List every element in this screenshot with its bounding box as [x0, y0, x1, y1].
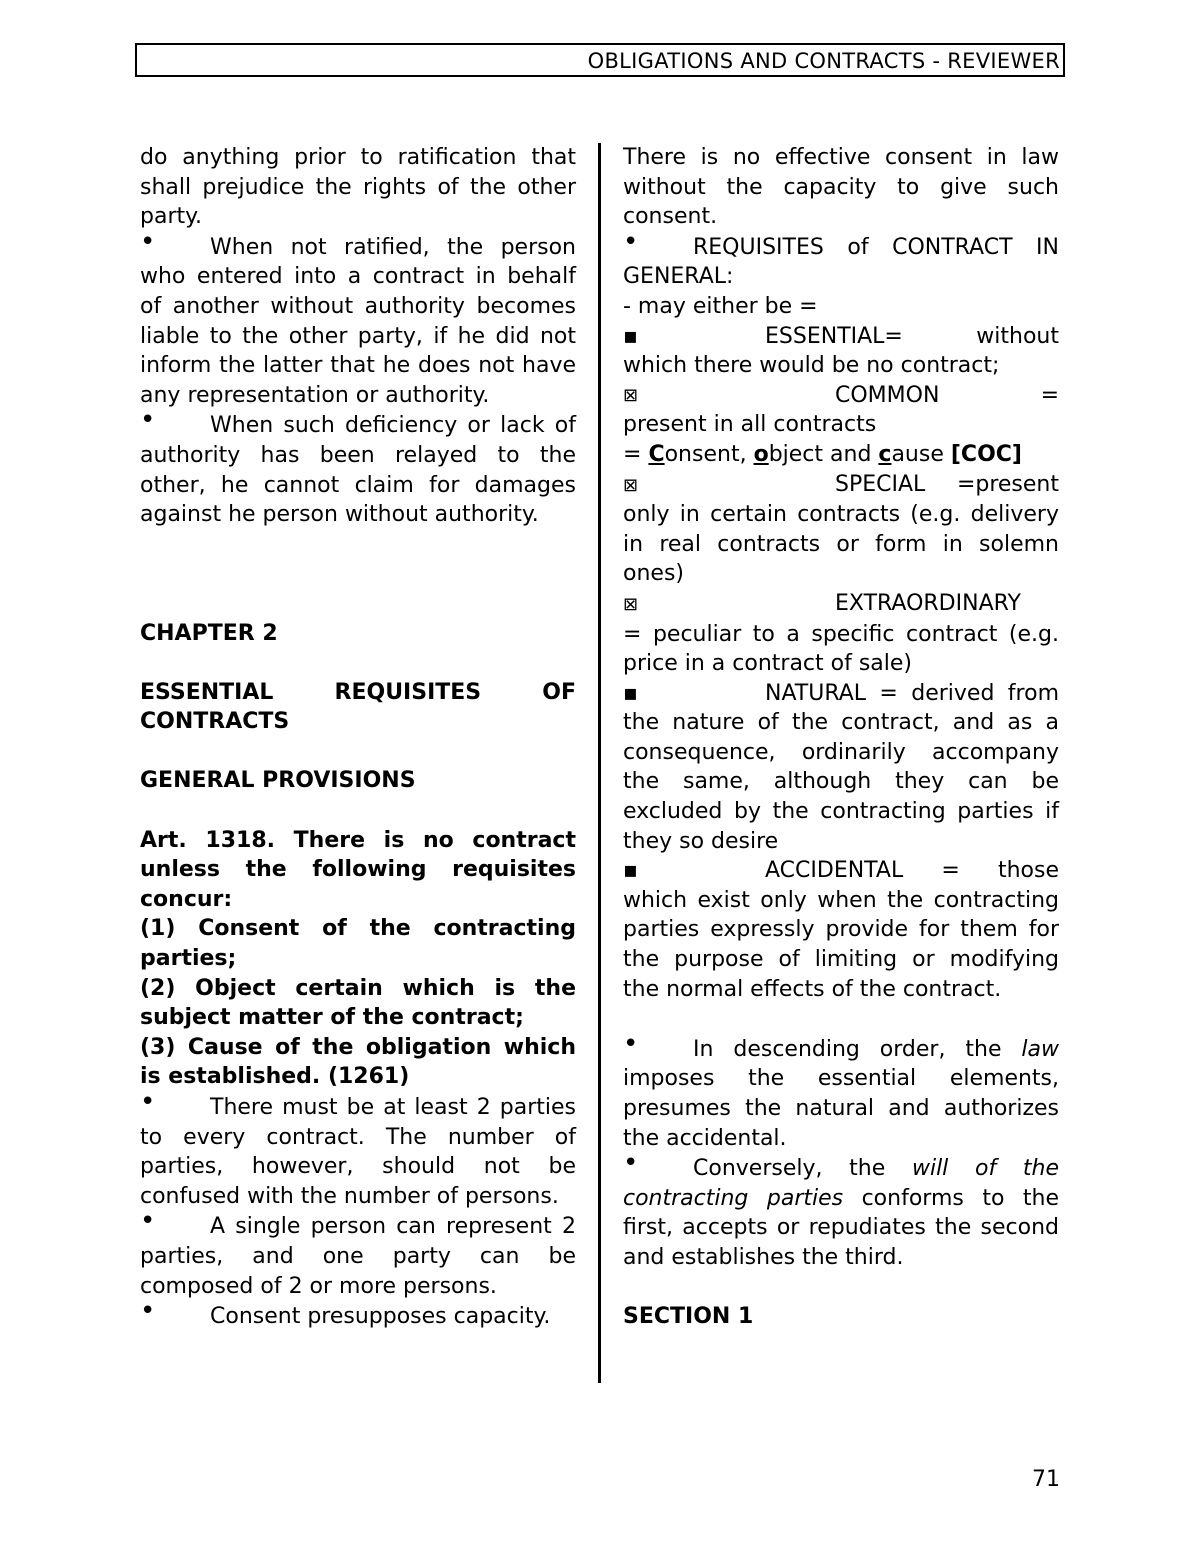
- left-intro: do anything prior to ratification that shall prejudice the rights of the other party.: [140, 145, 576, 230]
- square-bullet-icon: [623, 322, 765, 352]
- bullet-consent: •Consent presupposes capacity.: [140, 1301, 576, 1332]
- item-extraordinary: ⊠ EXTRAORDINARY: [623, 589, 1059, 620]
- requisite-2: (2) Object certain which is the subject matter of the contract;: [140, 975, 576, 1031]
- general-provisions-heading: GENERAL PROVISIONS: [140, 768, 416, 794]
- bullet-icon: [140, 1301, 210, 1332]
- may-either-be: - may either be =: [623, 293, 818, 319]
- checkbox-cross-icon: ⊠: [623, 474, 639, 496]
- requisite-3: (3) Cause of the obligation which is established. (1261): [140, 1034, 576, 1090]
- page-number: 71: [1032, 1467, 1060, 1492]
- bullet-icon: [140, 1092, 210, 1123]
- item-natural: ▪NATURAL = derived from the nature of the contract, and as a consequence, ordinarily accompany the same, although they can be excluded by the contracting parties if they so desire: [623, 679, 1059, 857]
- right-intro: There is no effective consent in law without the capacity to give such consent.: [623, 145, 1059, 230]
- item-common: ⊠ COMMON =: [623, 381, 1059, 411]
- bullet-requisites: •REQUISITES of CONTRACT IN GENERAL:: [623, 232, 1059, 292]
- column-divider: [598, 143, 601, 1383]
- item-special: ⊠ SPECIAL =present only in certain contracts (e.g. delivery in real contracts or form in solemn ones): [623, 471, 1059, 587]
- bullet-icon: [140, 1211, 210, 1242]
- bullet-icon: [623, 1034, 693, 1065]
- bullet-icon: [140, 232, 210, 263]
- chapter-heading: CHAPTER 2: [140, 620, 278, 646]
- bullet-not-ratified: •When not ratified, the person who entered into a contract in behalf of another without authority becomes liable to the other party, if he did not inform the latter that he does not have any representation or authority.: [140, 232, 576, 411]
- running-header: [135, 43, 1065, 77]
- requisite-1: (1) Consent of the contracting parties;: [140, 916, 576, 972]
- bullet-icon: [623, 232, 693, 263]
- section-heading: SECTION 1: [623, 1304, 754, 1330]
- extraordinary-description: = peculiar to a specific contract (e.g. price in a contract of sale): [623, 621, 1059, 677]
- square-bullet-icon: [623, 679, 765, 709]
- bullet-single-person: •A single person can represent 2 parties, and one party can be composed of 2 or more persons.: [140, 1211, 576, 1301]
- bullet-parties: •There must be at least 2 parties to every contract. The number of parties, however, should not be confused with the number of persons.: [140, 1092, 576, 1211]
- checkbox-cross-icon: ⊠: [623, 384, 639, 406]
- header-title: OBLIGATIONS AND CONTRACTS - REVIEWER: [587, 49, 1060, 73]
- coc-line: = Consent, object and cause [COC]: [623, 441, 1022, 467]
- bullet-icon: [140, 410, 210, 441]
- item-essential: ▪ESSENTIAL= without which there would be no contract;: [623, 322, 1059, 381]
- item-accidental: ▪ACCIDENTAL = those which exist only when the contracting parties expressly provide for them for the purpose of limiting or modifying the normal effects of the contract.: [623, 856, 1059, 1004]
- right-column: [623, 143, 1059, 1332]
- left-column: [140, 143, 576, 1332]
- bullet-descending-order: •In descending order, the law imposes the essential elements, presumes the natural and authorizes the accidental.: [623, 1034, 1059, 1153]
- checkbox-cross-icon: ⊠: [623, 593, 639, 615]
- common-description: present in all contracts: [623, 412, 877, 438]
- bullet-icon: [623, 1153, 693, 1184]
- bullet-deficiency: •When such deficiency or lack of authority has been relayed to the other, he cannot claim for damages against he person without authority.: [140, 410, 576, 529]
- square-bullet-icon: [623, 856, 765, 886]
- article-1318: Art. 1318. There is no contract unless the following requisites concur:: [140, 827, 576, 912]
- chapter-title: ESSENTIAL REQUISITES OF CONTRACTS: [140, 679, 576, 735]
- bullet-conversely: •Conversely, the will of the contracting parties conforms to the first, accepts or repudiates the second and establishes the third.: [623, 1153, 1059, 1272]
